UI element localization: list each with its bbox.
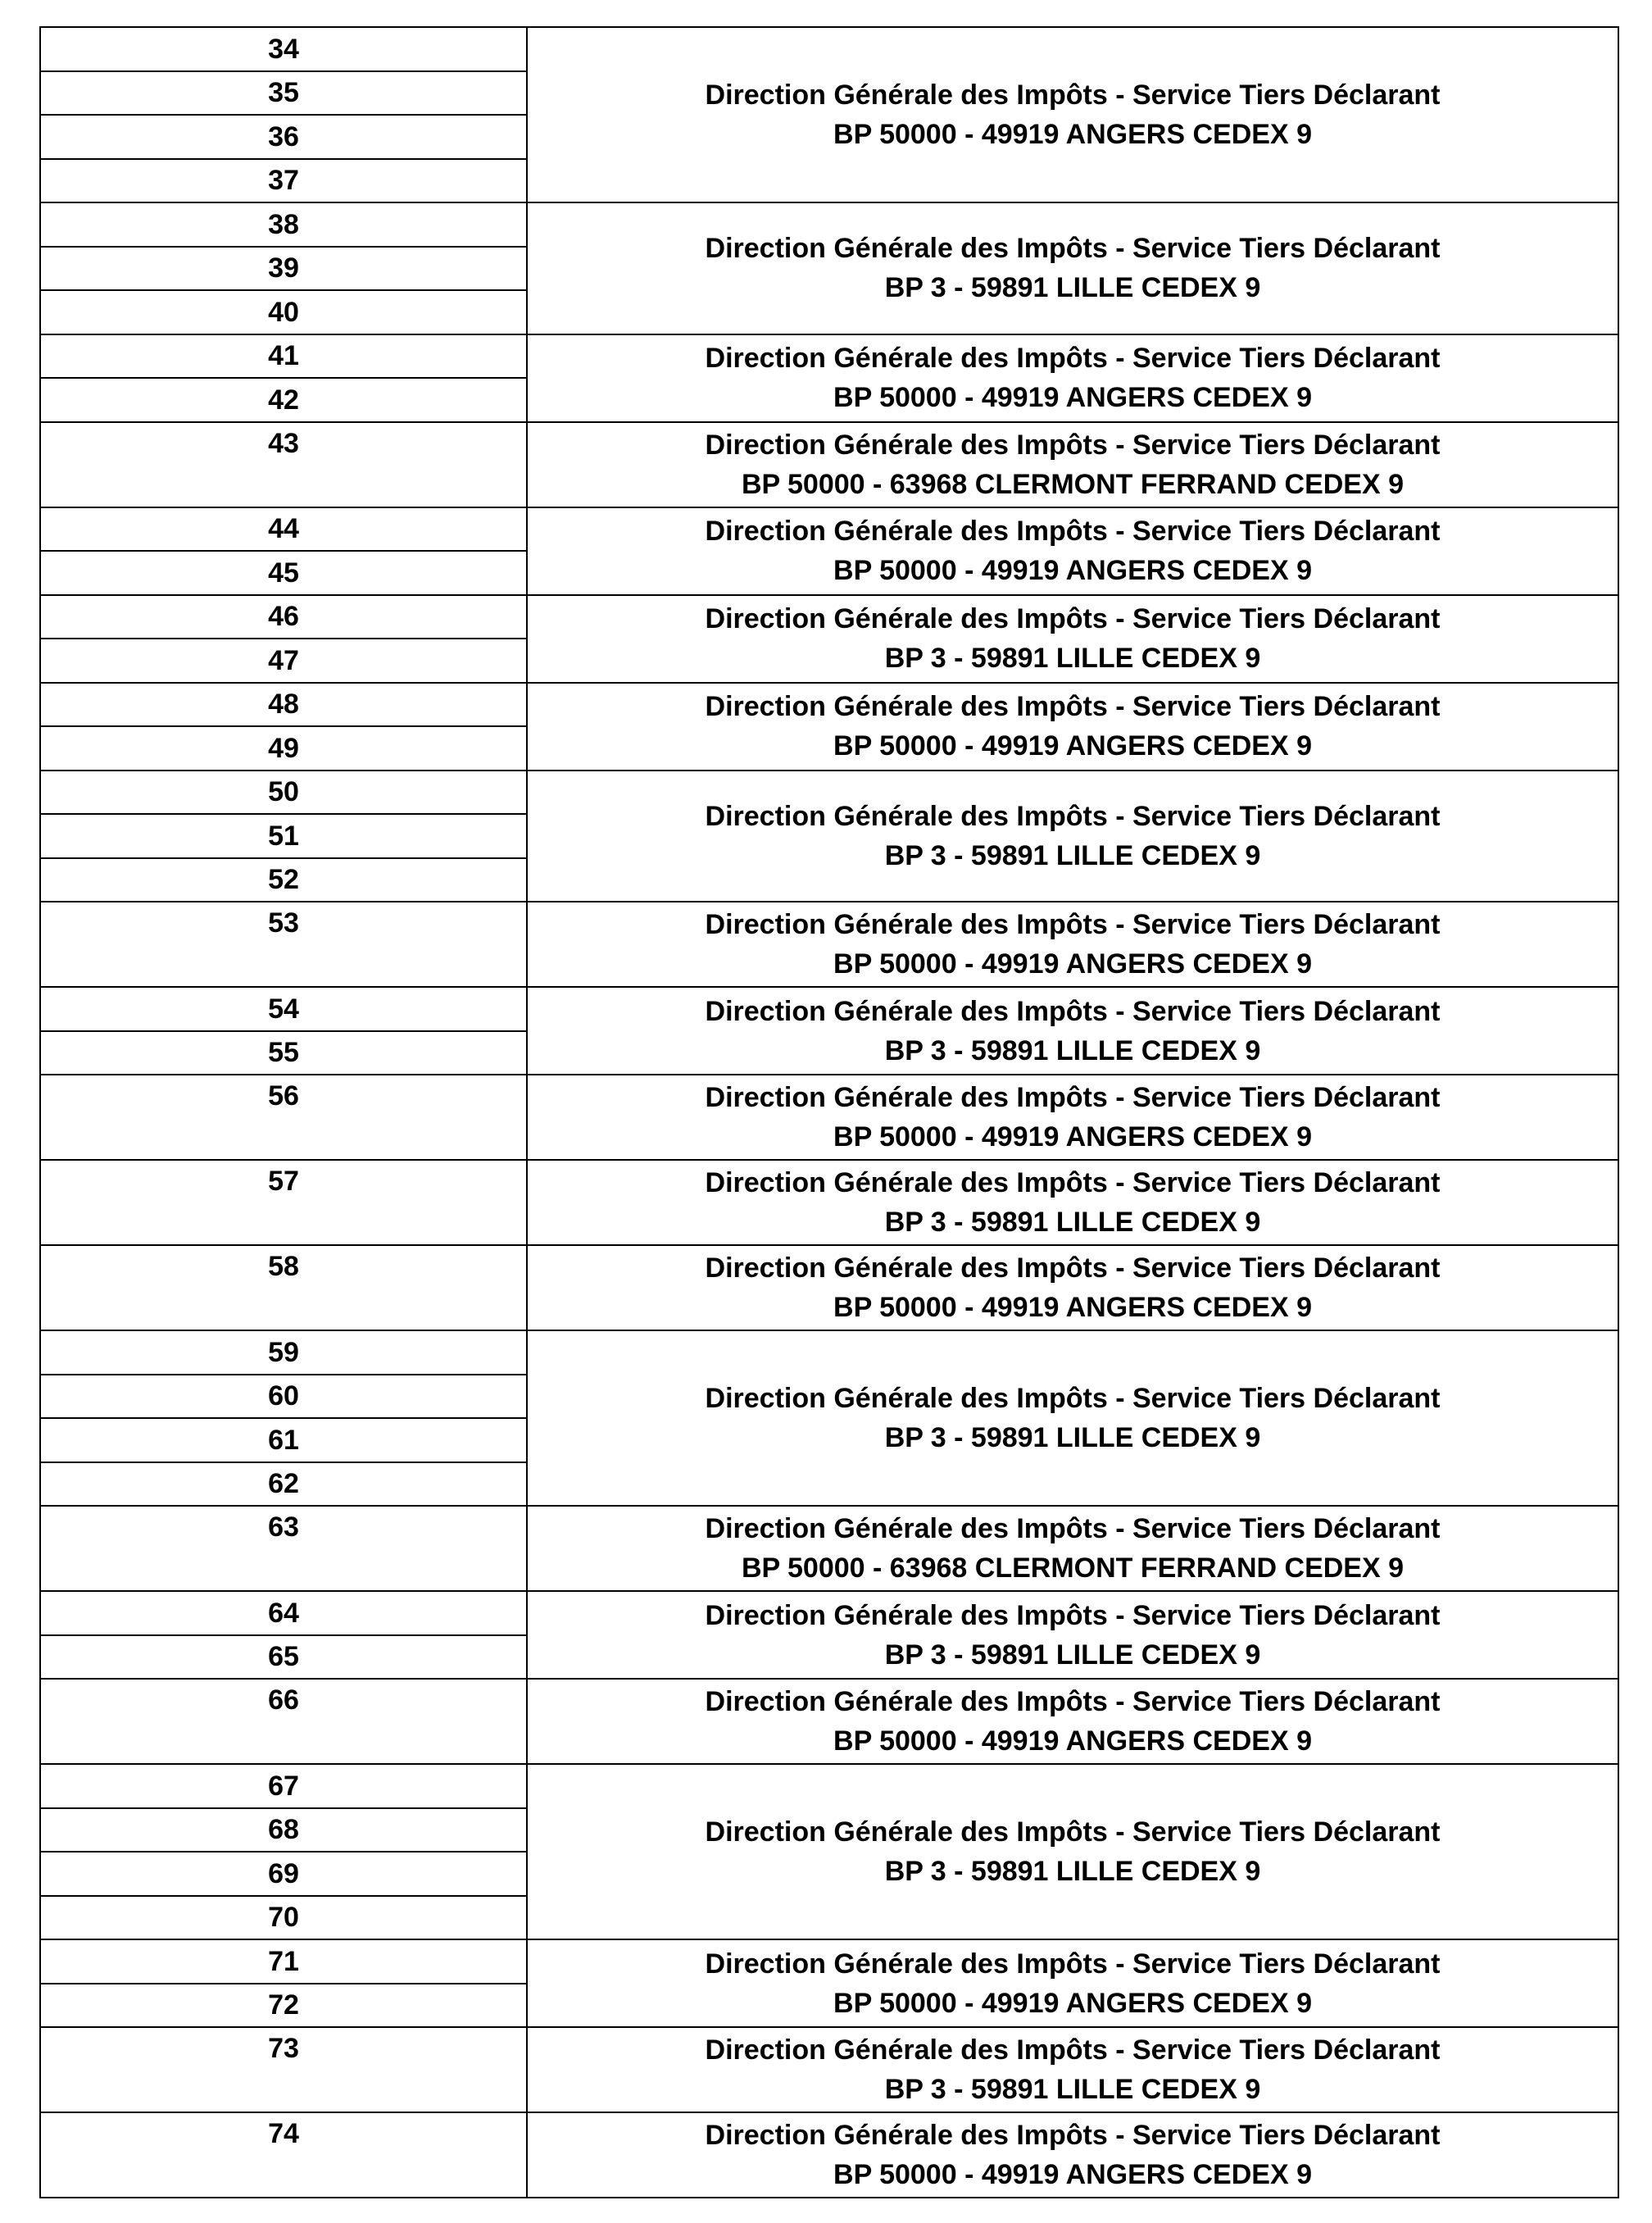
department-number: 62 [40,1462,527,1507]
table-row [40,902,1618,987]
department-number: 52 [40,858,527,902]
office-address [527,987,1618,1075]
department-number: 74 [40,2112,527,2198]
office-name: Direction Générale des Impôts - Service Tiers Déclarant [705,1948,1441,1980]
table-row [40,1591,1618,1635]
office-name: Direction Générale des Impôts - Service Tiers Déclarant [705,1513,1441,1544]
office-address [527,202,1618,334]
table-row [40,987,1618,1031]
office-postal-address: BP 50000 - 49919 ANGERS CEDEX 9 [833,382,1312,413]
office-postal-address: BP 3 - 59891 LILLE CEDEX 9 [884,1639,1261,1671]
department-number: 38 [40,202,527,247]
office-name: Direction Générale des Impôts - Service Tiers Déclarant [705,1816,1441,1848]
office-name: Direction Générale des Impôts - Service Tiers Déclarant [705,2034,1441,2066]
department-number: 46 [40,595,527,639]
department-number: 68 [40,1808,527,1852]
office-postal-address: BP 50000 - 63968 CLERMONT FERRAND CEDEX 9 [741,1552,1405,1584]
table-row [40,1330,1618,1375]
office-name: Direction Générale des Impôts - Service Tiers Déclarant [705,1383,1441,1414]
department-number: 36 [40,115,527,159]
department-number: 43 [40,422,527,507]
table-row [40,422,1618,507]
office-address [527,1506,1618,1591]
department-number: 53 [40,902,527,987]
office-address [527,1591,1618,1679]
department-address-table [39,26,1619,2198]
office-name: Direction Générale des Impôts - Service Tiers Déclarant [705,1599,1441,1631]
department-number: 59 [40,1330,527,1375]
office-name: Direction Générale des Impôts - Service Tiers Déclarant [705,2120,1441,2151]
department-number: 73 [40,2027,527,2112]
department-number: 60 [40,1375,527,1419]
office-address [527,334,1618,422]
office-name: Direction Générale des Impôts - Service Tiers Déclarant [705,995,1441,1027]
office-postal-address: BP 3 - 59891 LILLE CEDEX 9 [884,1207,1261,1238]
office-address [527,2112,1618,2198]
department-number: 69 [40,1852,527,1896]
department-number: 44 [40,507,527,552]
office-name: Direction Générale des Impôts - Service Tiers Déclarant [705,1167,1441,1198]
office-postal-address: BP 50000 - 49919 ANGERS CEDEX 9 [833,119,1312,150]
table-row [40,1764,1618,1808]
table-row [40,27,1618,71]
office-postal-address: BP 3 - 59891 LILLE CEDEX 9 [884,839,1261,871]
department-number: 39 [40,247,527,291]
table-row [40,1939,1618,1984]
department-number: 67 [40,1764,527,1808]
table-body [40,27,1618,2198]
table-row [40,595,1618,639]
office-address [527,1160,1618,1245]
office-address [527,1075,1618,1160]
department-number: 66 [40,1679,527,1764]
office-postal-address: BP 50000 - 49919 ANGERS CEDEX 9 [833,1121,1312,1152]
table-row [40,1679,1618,1764]
office-address [527,1330,1618,1506]
table-row [40,507,1618,552]
office-postal-address: BP 50000 - 49919 ANGERS CEDEX 9 [833,2159,1312,2190]
department-number: 47 [40,639,527,683]
office-address [527,595,1618,683]
office-name: Direction Générale des Impôts - Service Tiers Déclarant [705,691,1441,722]
department-number: 49 [40,726,527,771]
department-number: 57 [40,1160,527,1245]
table-row [40,1160,1618,1245]
office-postal-address: BP 50000 - 49919 ANGERS CEDEX 9 [833,555,1312,586]
department-number: 70 [40,1896,527,1940]
department-number: 37 [40,159,527,203]
office-address [527,1245,1618,1330]
office-name: Direction Générale des Impôts - Service Tiers Déclarant [705,1082,1441,1113]
office-postal-address: BP 3 - 59891 LILLE CEDEX 9 [884,1034,1261,1066]
department-number: 35 [40,71,527,116]
office-postal-address: BP 50000 - 49919 ANGERS CEDEX 9 [833,730,1312,761]
department-number: 34 [40,27,527,71]
department-number: 54 [40,987,527,1031]
table-row [40,1245,1618,1330]
department-number: 58 [40,1245,527,1330]
office-postal-address: BP 3 - 59891 LILLE CEDEX 9 [884,1856,1261,1887]
office-postal-address: BP 50000 - 63968 CLERMONT FERRAND CEDEX 9 [741,468,1405,500]
table-row [40,2112,1618,2198]
department-number: 63 [40,1506,527,1591]
office-address [527,683,1618,771]
department-number: 42 [40,378,527,422]
office-postal-address: BP 3 - 59891 LILLE CEDEX 9 [884,272,1261,304]
office-name: Direction Générale des Impôts - Service Tiers Déclarant [705,429,1441,461]
department-number: 51 [40,814,527,858]
department-number: 55 [40,1031,527,1075]
office-name: Direction Générale des Impôts - Service Tiers Déclarant [705,1686,1441,1717]
department-number: 64 [40,1591,527,1635]
office-postal-address: BP 50000 - 49919 ANGERS CEDEX 9 [833,1292,1312,1323]
office-address [527,507,1618,595]
office-postal-address: BP 3 - 59891 LILLE CEDEX 9 [884,643,1261,674]
department-number: 48 [40,683,527,727]
office-name: Direction Générale des Impôts - Service Tiers Déclarant [705,603,1441,634]
table-row [40,683,1618,727]
office-postal-address: BP 50000 - 49919 ANGERS CEDEX 9 [833,1725,1312,1757]
department-number: 50 [40,771,527,815]
department-number: 40 [40,290,527,334]
department-number: 45 [40,551,527,595]
department-number: 72 [40,1984,527,2028]
office-name: Direction Générale des Impôts - Service Tiers Déclarant [705,1252,1441,1284]
table-row [40,334,1618,379]
office-address [527,2027,1618,2112]
table-row [40,202,1618,247]
office-name: Direction Générale des Impôts - Service Tiers Déclarant [705,343,1441,374]
office-address [527,1939,1618,2027]
office-name: Direction Générale des Impôts - Service Tiers Déclarant [705,80,1441,111]
office-address [527,1764,1618,1939]
table-row [40,2027,1618,2112]
department-number: 71 [40,1939,527,1984]
table-row [40,1506,1618,1591]
office-name: Direction Générale des Impôts - Service Tiers Déclarant [705,516,1441,547]
department-number: 61 [40,1418,527,1462]
office-address [527,27,1618,202]
department-number: 65 [40,1635,527,1680]
office-postal-address: BP 50000 - 49919 ANGERS CEDEX 9 [833,948,1312,980]
table-row [40,1075,1618,1160]
office-address [527,422,1618,507]
office-name: Direction Générale des Impôts - Service Tiers Déclarant [705,909,1441,940]
office-address [527,1679,1618,1764]
table-row [40,771,1618,815]
office-address [527,771,1618,902]
office-postal-address: BP 3 - 59891 LILLE CEDEX 9 [884,2074,1261,2105]
office-name: Direction Générale des Impôts - Service Tiers Déclarant [705,233,1441,265]
office-postal-address: BP 50000 - 49919 ANGERS CEDEX 9 [833,1987,1312,2019]
office-postal-address: BP 3 - 59891 LILLE CEDEX 9 [884,1422,1261,1453]
department-number: 56 [40,1075,527,1160]
office-name: Direction Générale des Impôts - Service Tiers Déclarant [705,800,1441,832]
office-address [527,902,1618,987]
department-number: 41 [40,334,527,379]
